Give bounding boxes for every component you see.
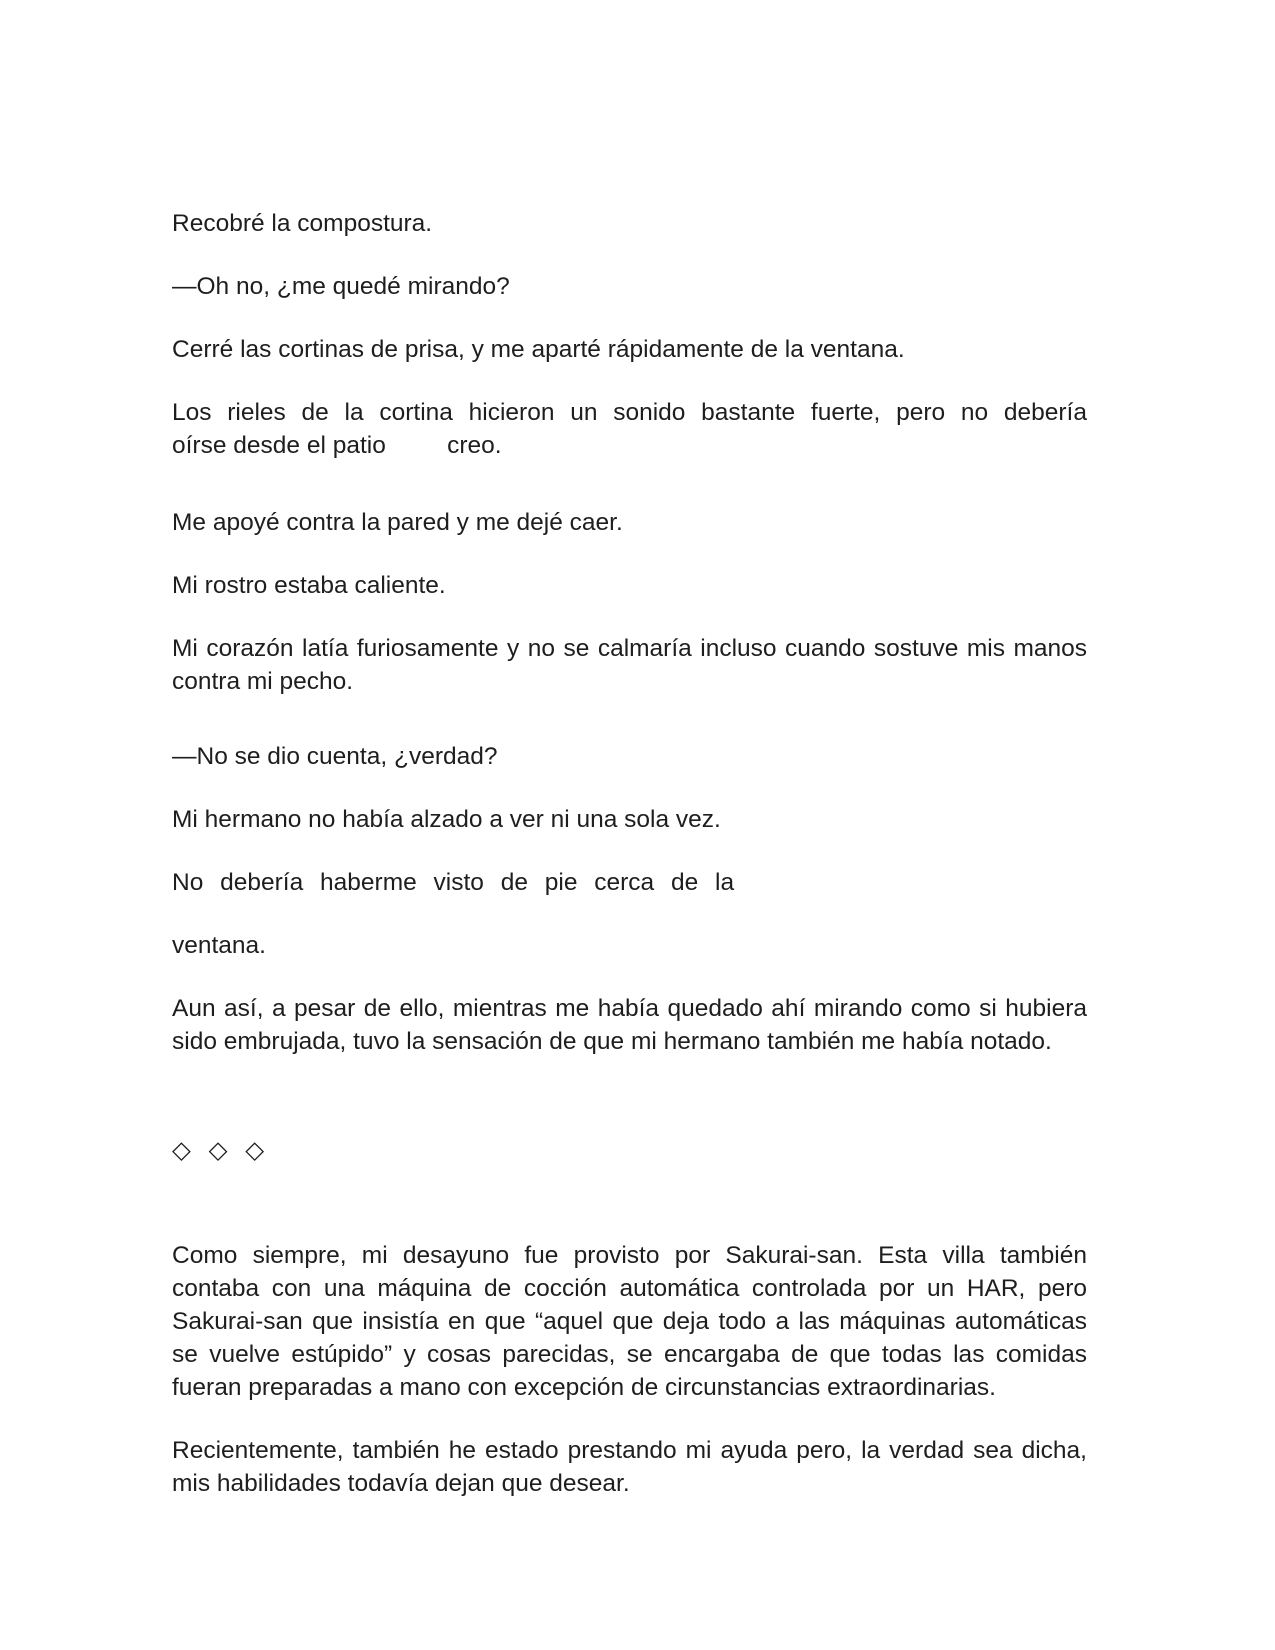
text-line: Recientemente, también he estado prestando mi ayuda pero, la verdad sea dicha,: [172, 1437, 1087, 1464]
text-line: No debería haberme visto de pie cerca de la: [172, 869, 735, 896]
paragraph: [172, 1434, 1087, 1500]
text-line: Como siempre, mi desayuno fue provisto por Sakurai-san. Esta villa también: [172, 1242, 1087, 1269]
paragraph: [172, 207, 1087, 240]
text-line: Sakurai-san que insistía en que “aquel que deja todo a las máquinas automáticas: [172, 1308, 1087, 1335]
text-line: Aun así, a pesar de ello, mientras me había quedado ahí mirando como si hubiera: [172, 995, 1087, 1022]
text-line: oírse desde el patio creo.: [172, 432, 502, 459]
text-line: ventana.: [172, 932, 266, 959]
paragraph: [172, 333, 1087, 366]
text-line: contaba con una máquina de cocción automática controlada por un HAR, pero: [172, 1275, 1087, 1302]
paragraph: [172, 270, 1087, 303]
text-line: —No se dio cuenta, ¿verdad?: [172, 743, 498, 770]
paragraph: [172, 506, 1087, 539]
paragraph: [172, 992, 1087, 1058]
text-line: mis habilidades todavía dejan que desear.: [172, 1470, 630, 1497]
paragraph: [172, 396, 1087, 462]
text-line: —Oh no, ¿me quedé mirando?: [172, 273, 510, 300]
text-line: Mi hermano no había alzado a ver ni una sola vez.: [172, 806, 721, 833]
text-line: fueran preparadas a mano con excepción de circunstancias extraordinarias.: [172, 1374, 996, 1401]
text-line: Me apoyé contra la pared y me dejé caer.: [172, 509, 623, 536]
text-line: contra mi pecho.: [172, 668, 354, 695]
paragraph: [172, 569, 1087, 602]
text-line: se vuelve estúpido” y cosas parecidas, se encargaba de que todas las comidas: [172, 1341, 1087, 1368]
paragraph: [172, 929, 1087, 962]
paragraph: [172, 866, 1087, 899]
text-line: Cerré las cortinas de prisa, y me aparté rápidamente de la ventana.: [172, 336, 905, 363]
paragraph: [172, 632, 1087, 698]
text-line: Los rieles de la cortina hicieron un sonido bastante fuerte, pero no debería: [172, 399, 1087, 426]
separator-diamonds: ◇ ◇ ◇: [172, 1137, 266, 1164]
document-body: [172, 207, 1087, 1500]
paragraph: [172, 740, 1087, 773]
paragraph: [172, 803, 1087, 836]
text-line: Mi corazón latía furiosamente y no se calmaría incluso cuando sostuve mis manos: [172, 635, 1087, 662]
paragraph: [172, 1239, 1087, 1404]
section-separator: [172, 1134, 1087, 1167]
text-line: Recobré la compostura.: [172, 210, 433, 237]
text-line: sido embrujada, tuvo la sensación de que mi hermano también me había notado.: [172, 1028, 1052, 1055]
text-line: Mi rostro estaba caliente.: [172, 572, 446, 599]
